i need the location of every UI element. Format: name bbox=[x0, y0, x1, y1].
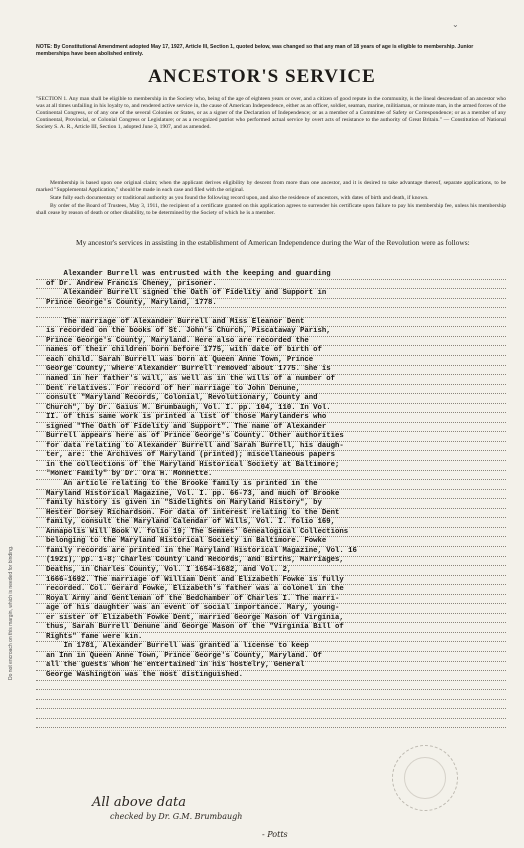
ruled-line bbox=[36, 536, 506, 537]
typed-line: "Monet Family" by Dr. Ora H. Monnette. bbox=[46, 470, 213, 479]
eligibility-section: "SECTION 1. Any man shall be eligible to membership in the Society who, being of the age of eighteen years or over, and a citizen of good repute in the community, is the lineal descendant of an ancestor who was at all times unfailing in his loyalty to, and rendered active service in, the cause of American Independence, either as an officer, soldier, seaman, marine, militiaman, or minute man, in the armed forces of the Continental Congress, or of any one of the several Colonies or States, or as a signer of the Declaration of Independence; or as a member of a Committee of Safety or Correspondence; or as a member of any Continental, Provincial, or Colonial Congress or Legislature; or as a recognized patriot who performed actual service by overt acts of resistance to the authority of Great Britain." — Constitution of National Society S. A. R., Article III, Section 1, adopted June 3, 1907, and as amended. bbox=[36, 96, 506, 130]
typed-line: age of his daughter was an event of social importance. Mary, young- bbox=[46, 604, 340, 613]
ruled-line bbox=[36, 565, 506, 566]
ruled-line bbox=[36, 699, 506, 700]
ruled-line bbox=[36, 317, 506, 318]
typed-line: Alexander Burrell signed the Oath of Fidelity and Support in bbox=[46, 289, 327, 298]
typed-line: names of their children born before 1775, with date of birth of bbox=[46, 346, 322, 355]
typed-line: Deaths, in Charles County, Vol. I 1654-1682, and Vol. 2, bbox=[46, 565, 292, 574]
ruled-line bbox=[36, 336, 506, 337]
typed-line: In 1781, Alexander Burrell was granted a license to keep bbox=[46, 642, 309, 651]
typed-line: is recorded on the books of St. John's Church, Piscataway Parish, bbox=[46, 327, 331, 336]
typed-line: George County, where Alexander Burrell removed about 1775. She is bbox=[46, 365, 331, 374]
ruled-line bbox=[36, 689, 506, 690]
ruled-line bbox=[36, 355, 506, 356]
ruled-line bbox=[36, 718, 506, 719]
handwritten-initials: - Potts bbox=[262, 830, 288, 839]
ruled-line bbox=[36, 546, 506, 547]
typed-line: named in her father's will, as well as in the wills of a number of bbox=[46, 375, 336, 384]
ruled-line bbox=[36, 727, 506, 728]
typed-line: all the guests whom he entertained in his hostelry, General bbox=[46, 661, 305, 670]
typed-line: An article relating to the Brooke family is printed in the bbox=[46, 480, 318, 489]
ruled-line bbox=[36, 384, 506, 385]
typed-line: Alexander Burrell was entrusted with the keeping and guarding bbox=[46, 270, 331, 278]
ruled-line bbox=[36, 680, 506, 681]
typed-line: Maryland Historical Magazine, Vol. I. pp. 66-73, and much of Brooke bbox=[46, 489, 340, 498]
typed-line: er sister of Elizabeth Fowke Dent, married George Mason of Virginia, bbox=[46, 613, 344, 622]
typed-line: family records are printed in the Maryland Historical Magazine, Vol. 16 bbox=[46, 546, 357, 555]
ruled-line bbox=[36, 307, 506, 308]
typed-line: in the collections of the Maryland Historical Society at Baltimore; bbox=[46, 460, 340, 469]
typed-line: ter, are: the Archives of Maryland (printed); miscellaneous papers bbox=[46, 451, 336, 460]
typed-line: Rights" fame were kin. bbox=[46, 632, 143, 641]
typed-line: thus, Sarah Burrell Denune and George Mason of the "Virginia Bill of bbox=[46, 623, 344, 632]
typed-line: Prince George's County, Maryland. Here also are recorded the bbox=[46, 336, 309, 345]
membership-rules bbox=[36, 180, 506, 218]
binding-margin-note: Do not encroach on this margin, which is needed for binding. bbox=[8, 545, 14, 680]
embossed-seal-inner bbox=[404, 757, 446, 799]
typed-line: 1666-1692. The marriage of William Dent and Elizabeth Fowke is fully bbox=[46, 575, 344, 584]
ruled-line bbox=[36, 422, 506, 423]
ruled-line bbox=[36, 412, 506, 413]
ruled-line bbox=[36, 661, 506, 662]
ruled-line bbox=[36, 575, 506, 576]
typed-line: family history is given in "Sidelights on Maryland History", by bbox=[46, 499, 322, 508]
ruled-line bbox=[36, 613, 506, 614]
corner-mark: ⌄ bbox=[452, 20, 459, 29]
typed-line: II. of this same work is printed a list of those Marylanders who bbox=[46, 413, 327, 422]
ruled-line bbox=[36, 594, 506, 595]
handwritten-verification: All above data bbox=[92, 795, 186, 810]
ruled-line bbox=[36, 345, 506, 346]
ruled-line bbox=[36, 632, 506, 633]
typed-line: each child. Sarah Burrell was born at Queen Anne Town, Prince bbox=[46, 355, 314, 364]
ruled-line bbox=[36, 288, 506, 289]
typed-line: recorded. Col. Gerard Fowke, Elizabeth's father was a colonel in the bbox=[46, 585, 344, 594]
typed-line: family, consult the Maryland Calendar of Wills, Vol. I. folio 169, bbox=[46, 518, 336, 527]
handwritten-checker: checked by Dr. G.M. Brumbaugh bbox=[110, 812, 243, 821]
ruled-line bbox=[36, 431, 506, 432]
typed-line: of Dr. Andrew Francis Cheney, prisoner. bbox=[46, 279, 217, 288]
ruled-line bbox=[36, 489, 506, 490]
ruled-line bbox=[36, 508, 506, 509]
typed-line: an Inn in Queen Anne Town, Prince George's County, Maryland. Of bbox=[46, 651, 322, 660]
ruled-line bbox=[36, 527, 506, 528]
ruled-line bbox=[36, 517, 506, 518]
ruled-line bbox=[36, 670, 506, 671]
typed-line: belonging to the Maryland Historical Society in Baltimore. Fowke bbox=[46, 537, 327, 546]
ruled-line bbox=[36, 708, 506, 709]
rule-paragraph: Membership is based upon one original claim; when the applicant derives eligibility by descent from more than one ancestor, and it is desired to take advantage thereof, separate applications, to be marked "Supplemental Application," should be made in each case and filed with the original. bbox=[36, 180, 506, 193]
ruled-line bbox=[36, 479, 506, 480]
ruled-line bbox=[36, 374, 506, 375]
typed-line: signed "The Oath of Fidelity and Support". The name of Alexander bbox=[46, 422, 327, 431]
constitutional-note: NOTE: By Constitutional Amendment adopted May 17, 1927, Article III, Section 1, quoted below, was changed so that any man of 18 years of age is eligible to membership. Junior memberships have been abolished entirely. bbox=[36, 44, 474, 57]
typed-line: consult "Maryland Records, Colonial, Revolutionary, County and bbox=[46, 394, 318, 403]
rule-paragraph: State fully each documentary or traditional authority as you found the following record upon, and also the residence of ancestors, with dates of birth and death, if known. bbox=[50, 194, 429, 201]
typed-service-record bbox=[46, 270, 486, 681]
services-intro: My ancestor's services in assisting in the establishment of American Independence during the War of the Revolution were as follows: bbox=[76, 238, 470, 247]
typed-line: Church", by Dr. Gaius M. Brumbaugh, Vol. I. pp. 104, 110. In Vol. bbox=[46, 403, 331, 412]
ruled-line bbox=[36, 651, 506, 652]
ruled-line bbox=[36, 460, 506, 461]
typed-line: Annapolis Will Book V. folio 19; The Semmes' Genealogical Collections bbox=[46, 527, 349, 536]
typed-line: Burrell appears here as of Prince George's County. Other authorities bbox=[46, 432, 344, 441]
typed-line: (1921), pp. 1-8; Charles County Land Records, and Births, Marriages, bbox=[46, 556, 344, 565]
rule-paragraph: By order of the Board of Trustees, May 3, 1911, the recipient of a certificate granted on this application agrees to surrender his certificate upon failure to pay his membership fee, unless his membership shall cease by reason of death or other disability, to be determined by the Society of which he is a member. bbox=[36, 202, 506, 216]
ruled-line bbox=[36, 365, 506, 366]
ruled-line bbox=[36, 441, 506, 442]
typed-line: Royal Army and Gentleman of the Bedchamber of Charles I. The marri- bbox=[46, 594, 340, 603]
ruled-line bbox=[36, 622, 506, 623]
ruled-line bbox=[36, 450, 506, 451]
typed-line: Dent relatives. For record of her marriage to John Denune, bbox=[46, 384, 300, 393]
typed-line: Hester Dorsey Richardson. For data of interest relating to the Dent bbox=[46, 508, 340, 517]
ruled-line bbox=[36, 298, 506, 299]
page-title: ANCESTOR'S SERVICE bbox=[148, 66, 376, 87]
typed-line: The marriage of Alexander Burrell and Miss Eleanor Dent bbox=[46, 317, 305, 326]
ruled-line bbox=[36, 403, 506, 404]
ruled-line bbox=[36, 470, 506, 471]
typed-line: George Washington was the most distinguished. bbox=[46, 670, 244, 679]
ruled-line bbox=[36, 603, 506, 604]
typed-line: for data relating to Alexander Burrell and Sarah Burrell, his daugh- bbox=[46, 441, 344, 450]
typed-line: Prince George's County, Maryland, 1778. bbox=[46, 298, 217, 307]
ruled-line bbox=[36, 641, 506, 642]
ruled-line bbox=[36, 393, 506, 394]
ruled-line bbox=[36, 326, 506, 327]
ruled-line bbox=[36, 584, 506, 585]
ruled-line bbox=[36, 498, 506, 499]
ruled-line bbox=[36, 556, 506, 557]
ruled-line bbox=[36, 279, 506, 280]
